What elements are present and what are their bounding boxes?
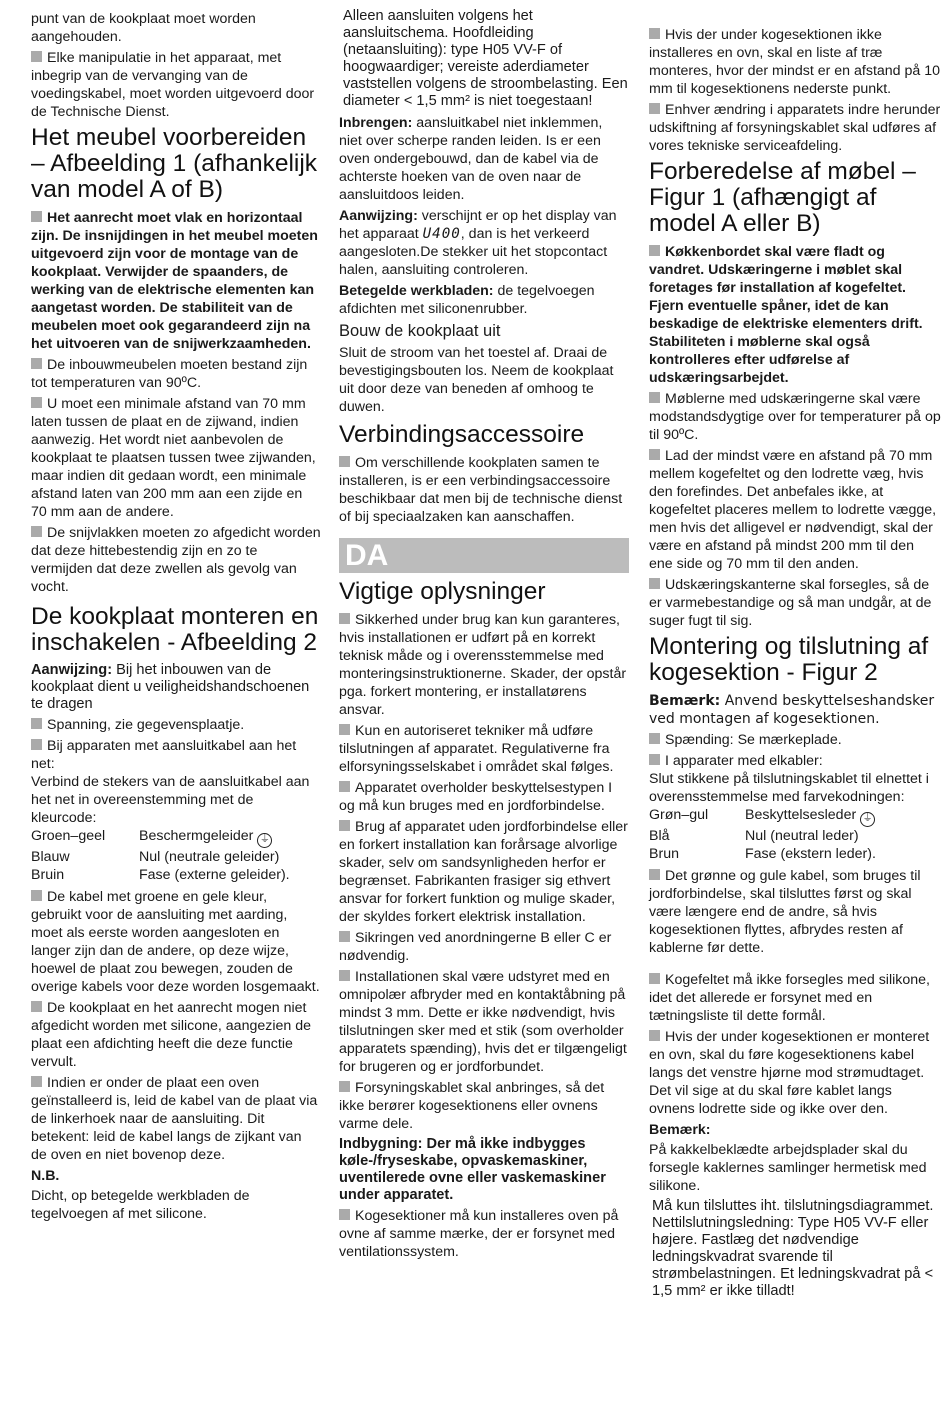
column-danish-right	[649, 26, 941, 1303]
bullet-square-icon	[31, 718, 42, 729]
bullet-square-icon	[31, 1076, 42, 1087]
column-dutch-left	[31, 10, 321, 1226]
bullet-square-icon	[649, 869, 660, 880]
paragraph: Bij apparaten met aansluitkabel aan het net:	[31, 738, 297, 772]
column-middle	[339, 8, 629, 1264]
section-heading: Montering og tilslutning af kogesektion - Figur 2	[649, 633, 929, 686]
section-heading: Vigtige oplysninger	[339, 578, 546, 605]
paragraph: Om verschillende kookplaten samen te installeren, is er een verbindingsaccessoire beschikbaar dat men bij de technische dienst of bij speciaalzaken kan aanschaffen.	[339, 455, 623, 525]
earth-ground-icon: ⏚	[860, 812, 875, 827]
paragraph: Dicht, op betegelde werkbladen de tegelvoegen af met silicone.	[31, 1188, 250, 1222]
nb-label: N.B.	[31, 1168, 60, 1184]
language-section-bar: DA	[339, 538, 629, 573]
bullet-square-icon	[31, 51, 42, 62]
bullet-square-icon	[339, 970, 350, 981]
bullet-square-icon	[649, 973, 660, 984]
paragraph: Alleen aansluiten volgens het aansluitschema. Hoofdleiding (netaansluiting): type H05 VV-F of hoogwaardiger; vereiste aderdiameter vaststellen volgens de stroombelasting. Een diameter < 1,5 mm² is niet toegestaan!	[343, 8, 628, 109]
paragraph: Kun en autoriseret tekniker må udføre tilslutningen af apparatet. Regulativerne fra elforsyningsselskabet i området skal følges.	[339, 723, 614, 775]
bullet-square-icon	[339, 931, 350, 942]
paragraph: Må kun tilsluttes iht. tilslutningsdiagrammet. Nettilslutningsledning: Type H05 VV-F eller højere. Fastlæg det nødvendige ledningskvadrat svarende til strømbelastningen. Et ledningskvadrat på < 1,5 mm² er ikke tilladt!	[652, 1198, 934, 1299]
section-heading: Het meubel voorbereiden – Afbeelding 1 (afhankelijk van model A of B)	[31, 124, 318, 203]
paragraph: Spanning, zie gegevensplaatje.	[31, 716, 321, 734]
paragraph: Installationen skal være udstyret med en omnipolær afbryder med en kontaktåbning på mindst 3 mm. Dette er ikke nødvendigt, hvis tilslutningen sker med et stik (som overholder apparatets spænding), hvis det er tilgængeligt for brugeren og er jordforbundet.	[339, 969, 627, 1075]
paragraph: Hvis der under kogesektionen ikke installeres en ovn, skal en liste af træ monteres, hvor der mindst er en afstand på 10 mm til kogesektionens nederste punkt.	[649, 27, 941, 97]
bullet-square-icon	[649, 754, 660, 765]
table-row: Blauw Nul (neutrale geleider)	[31, 849, 280, 865]
table-row: Blå Nul (neutral leder)	[649, 828, 859, 844]
paragraph: De kabel met groene en gele kleur, gebruikt voor de aansluiting met aarding, moet als eerste worden aangesloten en langer zijn dan de andere, op deze wijze, hoewel de plaat zou bewegen, zouden de overige kabels voor deze worden losgemaakt.	[31, 889, 320, 995]
paragraph: Kogesektioner må kun installeres oven på ovne af samme mærke, der er forsynet med ventilationssystem.	[339, 1208, 619, 1260]
bullet-square-icon	[339, 820, 350, 831]
paragraph: Apparatet overholder beskyttelsestypen I og må kun bruges med en jordforbindelse.	[339, 780, 613, 814]
paragraph: Enhver ændring i apparatets indre herunder udskiftning af forsyningskablet skal udføres af vores tekniske serviceafdeling.	[649, 102, 941, 154]
paragraph: Det grønne og gule kabel, som bruges til jordforbindelse, skal tilsluttes først og skal være længere end de andre, så hvis kogesektionen flyttes, afbrydes resten af kablerne før dette.	[649, 868, 921, 956]
table-row: Brun Fase (ekstern leder).	[649, 846, 876, 862]
paragraph: Elke manipulatie in het apparaat, met inbegrip van de vervanging van de voedingskabel, moet worden uitgevoerd door de Technische Dienst.	[31, 50, 315, 120]
table-row: Bruin Fase (externe geleider).	[31, 867, 290, 883]
paragraph-bold: Køkkenbordet skal være fladt og vandret. Udskæringerne i møblet skal foretages før installation af kogefeltet. Fjern eventuelle spåner, idet de kan beskadige de elektriske elementers drift. Stabiliteten i møblerne skal også kontrolleres efter udførelse af udskæringsarbejdet.	[649, 244, 923, 386]
earth-ground-icon: ⏚	[257, 833, 272, 848]
section-heading: De kookplaat monteren en inschakelen - Afbeelding 2	[31, 603, 319, 656]
paragraph: På kakkelbeklædte arbejdsplader skal du forsegle kaklernes samlinger hermetisk med silikone.	[649, 1142, 927, 1194]
bullet-square-icon	[339, 1081, 350, 1092]
bullet-square-icon	[649, 578, 660, 589]
paragraph: Indien er onder de plaat een oven geïnstalleerd is, leid de kabel van de plaat via de linkerhoek naar de aansluiting. Dit betekent: leid de kabel langs de zijkant van de oven en niet bovenop deze.	[31, 1075, 318, 1163]
bullet-square-icon	[649, 103, 660, 114]
note: Aanwijzing: Bij het inbouwen van de kookplaat dient u veiligheidshandschoenen te dragen	[31, 662, 310, 712]
bullet-square-icon	[31, 890, 42, 901]
table-row: Groen–geel Beschermgeleider ⏚	[31, 827, 290, 848]
paragraph: Betegelde werkbladen: de tegelvoegen afdichten met siliconenrubber.	[339, 283, 595, 317]
bullet-square-icon	[31, 526, 42, 537]
paragraph: Kogefeltet må ikke forsegles med silikone, idet det allerede er forsynet med en tætningsliste til dette formål.	[649, 972, 930, 1024]
display-code: U400	[422, 226, 461, 242]
bullet-square-icon	[339, 1209, 350, 1220]
bullet-square-icon	[31, 358, 42, 369]
paragraph: De kookplaat en het aanrecht mogen niet afgedicht worden met silicone, aangezien de plaat een afdichting heeft die deze functie vervult.	[31, 1000, 311, 1070]
paragraph: punt van de kookplaat moet worden aangehouden.	[31, 11, 256, 45]
paragraph: Lad der mindst være en afstand på 70 mm mellem kogefeltet og den lodrette væg, hvis den forefindes. Det anbefales ikke, at kogefeltet placeres mellem to lodrette vægge, men hvis det alligevel er nødvendigt, skal der være en afstand på mindst 200 mm til den ene side og 70 mm til den anden.	[649, 448, 937, 572]
paragraph: Brug af apparatet uden jordforbindelse eller en forkert installation kan forårsage alvorlige skader, selv om sandsynligheden herfor er begrænset. Fabrikanten frasiger sig ethvert ansvar for forkert funktion og mulige skader, der skyldes forkert elektrisk installation.	[339, 819, 628, 925]
paragraph: U moet een minimale afstand van 70 mm laten tussen de plaat en de zijwand, indien aanwezig. Het wordt niet aanbevolen de kookplaat te plaatsen tussen twee zijwanden, maar indien dit gedaan wordt, een minimale afstand laten van 200 mm aan een zijde en 70 mm aan de andere.	[31, 396, 316, 520]
bullet-square-icon	[31, 211, 42, 222]
table-row: Grøn–gul Beskyttelsesleder ⏚	[649, 806, 876, 827]
bullet-square-icon	[339, 613, 350, 624]
color-code-table	[31, 827, 290, 884]
paragraph: Aanwijzing: verschijnt er op het display van het apparaat U400, dan is het verkeerd aangesloten.De stekker uit het stopcontact halen, aansluiting controleren.	[339, 208, 617, 278]
section-heading: Forberedelse af møbel – Figur 1 (afhængigt af model A eller B)	[649, 158, 916, 237]
bullet-square-icon	[31, 1001, 42, 1012]
bullet-square-icon	[31, 397, 42, 408]
bullet-square-icon	[649, 28, 660, 39]
paragraph: Spænding: Se mærkeplade.	[649, 731, 941, 749]
bullet-square-icon	[649, 392, 660, 403]
bullet-square-icon	[31, 739, 42, 750]
section-heading: Verbindingsaccessoire	[339, 421, 585, 448]
paragraph: Sluit de stroom van het toestel af. Draai de bevestigingsbouten los. Neem de kookplaat uit door deze van beneden af omhoog te duwen.	[339, 345, 614, 415]
paragraph: Hvis der under kogesektionen er monteret en ovn, skal du føre kogesektionens kabel langs det venstre hjørne mod strømudtaget. Det vil sige at du skal føre kablet langs ovnens lodrette side og ikke over den.	[649, 1029, 930, 1117]
bullet-square-icon	[339, 456, 350, 467]
paragraph: Slut stikkene på tilslutningskablet til elnettet i overensstemmelse med farvekodningen:	[649, 771, 929, 805]
paragraph: Inbrengen: aansluitkabel niet inklemmen, niet over scherpe randen leiden. Is er een oven ondergebouwd, dan de kabel via de achterste hoeken van de oven naar de aansluitdoos leiden.	[339, 115, 603, 203]
bullet-square-icon	[649, 245, 660, 256]
bemaerk-label: Bemærk:	[649, 1122, 711, 1138]
paragraph: Forsyningskablet skal anbringes, så det ikke berører kogesektionens eller ovnens varme dele.	[339, 1080, 605, 1132]
paragraph-bold: Indbygning: Der må ikke indbygges køle-/fryseskabe, opvaskemaskiner, uventilerede ovne eller vaskemaskiner under apparatet.	[339, 1136, 606, 1203]
section-heading: Bouw de kookplaat uit	[339, 322, 501, 340]
paragraph: Sikringen ved anordningerne B eller C er nødvendig.	[339, 930, 612, 964]
color-code-table	[649, 806, 876, 863]
paragraph: De inbouwmeubelen moeten bestand zijn tot temperaturen van 90ºC.	[31, 357, 308, 391]
bullet-square-icon	[339, 781, 350, 792]
bullet-square-icon	[649, 733, 660, 744]
paragraph: Verbind de stekers van de aansluitkabel aan het net in overeenstemming met de kleurcode:	[31, 774, 310, 826]
note: Bemærk: Anvend beskyttelseshandsker ved montagen af kogesektionen.	[649, 693, 935, 727]
bullet-square-icon	[339, 724, 350, 735]
bullet-square-icon	[649, 449, 660, 460]
paragraph-bold: Het aanrecht moet vlak en horizontaal zijn. De insnijdingen in het meubel moeten uitgevoerd zijn voor de montage van de kookplaat. Verwijder de spaanders, de werking van de elektrische elementen kan aangetast worden. De stabiliteit van de meubelen moet ook gegarandeerd zijn na het uitvoeren van de snijwerkzaamheden.	[31, 210, 318, 352]
paragraph: I apparater med elkabler:	[649, 752, 941, 770]
paragraph: De snijvlakken moeten zo afgedicht worden dat deze hittebestendig zijn en zo te vermijden dat deze zwellen als gevolg van vocht.	[31, 525, 321, 595]
bullet-square-icon	[649, 1030, 660, 1041]
paragraph: Sikkerhed under brug kan kun garanteres, hvis installationen er udført på en korrekt teknisk måde og i overensstemmelse med monteringsinstruktionerne. Skader, der opstår pga. forkert montering, er installatørens ansvar.	[339, 612, 627, 718]
paragraph: Møblerne med udskæringerne skal være modstandsdygtige over for temperaturer på op til 90ºC.	[649, 391, 941, 443]
paragraph: Udskæringskanterne skal forsegles, så de er varmebestandige og så man undgår, at de suger fugt til sig.	[649, 577, 932, 629]
